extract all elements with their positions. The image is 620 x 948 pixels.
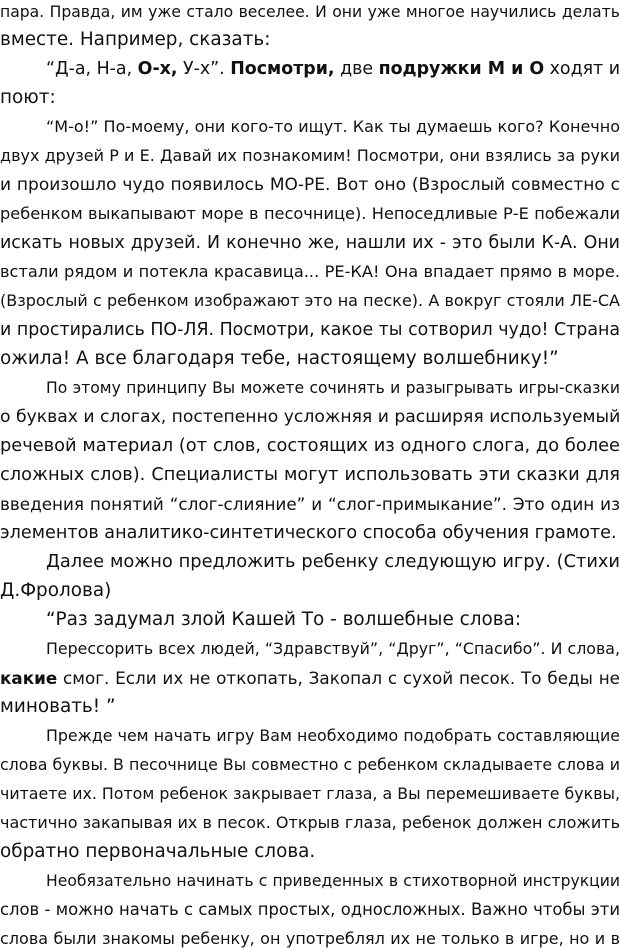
text-line: обратно первоначальные слова. — [0, 841, 316, 862]
text-line: Необязательно начинать с приведенных в стихотворной инструкции — [46, 872, 620, 890]
text-line: вместе. Например, сказать: — [0, 29, 271, 50]
text-line — [0, 666, 620, 690]
text-line: искать новых друзей. И конечно же, нашли их - это были К-А. Они — [0, 233, 620, 253]
text-line: и произошло чудо появилось МО-РЕ. Вот оно (Взрослый совместно с — [0, 175, 620, 195]
text-line: “М-о!” По-моему, они кого-то ищут. Как ты думаешь кого? Конечно — [46, 117, 620, 136]
text-line: введения понятий “слог-слияние” и “слог-примыкание”. Это один из — [0, 494, 620, 514]
text-line: ребенком выкапывают море в песочнице). Непоседливые Р-Е побежали — [0, 204, 620, 223]
text-line: ожила! А все благодаря тебе, настоящему волшебнику!” — [0, 348, 559, 369]
bold-text: какие — [0, 668, 58, 688]
text-line: речевой материал (от слов, состоящих из одного слога, до более — [0, 435, 620, 456]
text-line: о буквах и слогах, постепенно усложняя и расширяя используемый — [0, 407, 620, 427]
text-line: “Раз задумал злой Кашей То - волшебные слова: — [46, 609, 522, 630]
text-line — [46, 57, 620, 81]
bold-text: Посмотри, — [230, 59, 335, 79]
text-line: Далее можно предложить ребенку следующую игру. (Стихи — [46, 551, 620, 572]
text-line: элементов аналитико-синтетического способа обучения грамоте. — [0, 523, 617, 543]
text-run: У-х”. — [177, 59, 231, 79]
text-run: ходят и — [544, 59, 620, 79]
text-run: “Д-а, Н-а, — [46, 59, 138, 79]
text-line: читаете их. Потом ребенок закрывает глаза, а Вы перемешиваете буквы, — [0, 784, 620, 803]
text-run: две — [334, 59, 379, 79]
bold-text: подружки М и О — [378, 59, 545, 79]
text-line: слова буквы. В песочнице Вы совместно с ребенком складываете слова и — [0, 755, 620, 774]
text-line: и простирались ПО-ЛЯ. Посмотри, какое ты сотворил чудо! Страна — [0, 320, 620, 340]
text-line: Прежде чем начать игру Вам необходимо подобрать составляющие — [46, 726, 620, 745]
text-line: сложных слов). Специалисты могут использовать эти сказки для — [0, 464, 620, 485]
text-line: слова были знакомы ребенку, он употреблял их не только в игре, но и в — [0, 929, 620, 948]
text-line: слов - можно начать с самых простых, односложных. Важно чтобы эти — [0, 900, 620, 919]
text-line: (Взрослый с ребенком изображают это на песке). А вокруг стояли ЛЕ-СА — [0, 291, 620, 310]
text-line: Перессорить всех людей, “Здравствуй”, “Друг”, “Спасибо”. И слова, — [46, 639, 620, 658]
text-line: миновать! ” — [0, 696, 116, 717]
text-line: По этому принципу Вы можете сочинять и разыгрывать игры-сказки — [46, 379, 620, 397]
text-line: частично закапывая их в песок. Открыв глаза, ребенок должен сложить — [0, 813, 620, 832]
text-line: встали рядом и потекла красавица... РЕ-КА! Она впадает прямо в море. — [0, 262, 620, 281]
text-line: Д.Фролова) — [0, 580, 112, 601]
text-run: смог. Если их не откопать, Закопал с сухой песок. То беды не — [57, 668, 620, 688]
text-line: пара. Правда, им уже стало веселее. И они уже многое научились делать — [0, 3, 620, 21]
text-line: двух друзей Р и Е. Давай их познакомим! Посмотри, они взялись за руки — [0, 146, 620, 165]
bold-text: О-х, — [137, 59, 178, 79]
text-line: поют: — [0, 87, 56, 108]
